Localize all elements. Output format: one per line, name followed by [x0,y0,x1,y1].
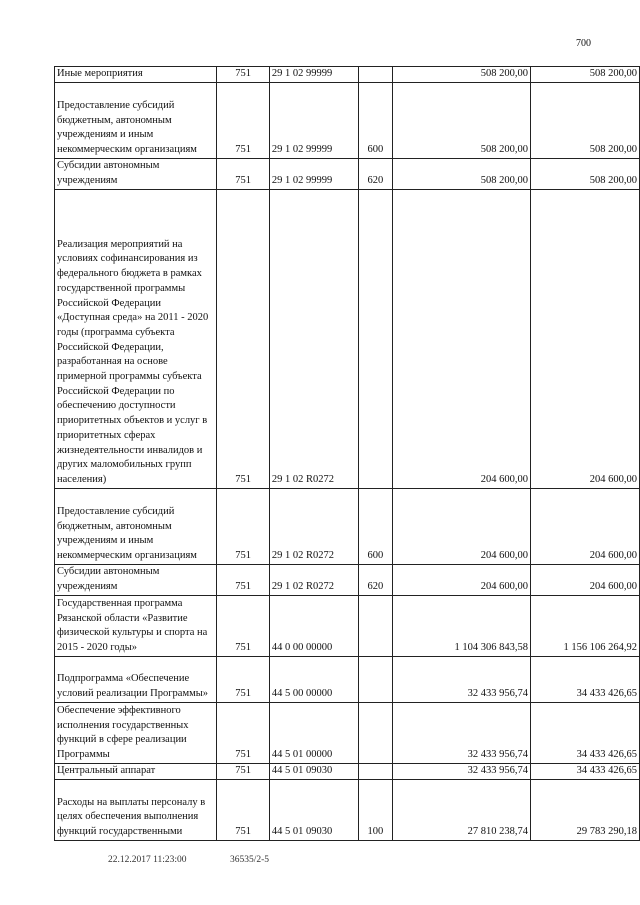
cell-name: Иные мероприятия [55,67,217,83]
cell-value-2: 508 200,00 [530,158,639,189]
cell-value-2: 29 783 290,18 [530,779,639,840]
cell-code: 44 5 00 00000 [269,656,358,702]
table-row [55,189,640,488]
cell-name: Предоставление субсидий бюджетным, автономным учреждениям и иным некоммерческим организациям [55,82,217,158]
table-row [55,67,640,83]
cell-value-1: 508 200,00 [393,82,531,158]
cell-type: 100 [358,779,392,840]
table-row [55,656,640,702]
cell-value-2: 34 433 426,65 [530,763,639,779]
cell-org: 751 [217,702,270,763]
cell-value-2: 204 600,00 [530,488,639,564]
cell-type [358,763,392,779]
table-row [55,595,640,656]
cell-org: 751 [217,158,270,189]
cell-code: 29 1 02 R0272 [269,189,358,488]
cell-org: 751 [217,656,270,702]
cell-value-2: 34 433 426,65 [530,702,639,763]
cell-type: 620 [358,564,392,595]
table-row [55,158,640,189]
cell-value-2: 508 200,00 [530,67,639,83]
cell-org: 751 [217,67,270,83]
cell-value-2: 1 156 106 264,92 [530,595,639,656]
cell-value-1: 508 200,00 [393,158,531,189]
cell-type [358,656,392,702]
cell-value-2: 34 433 426,65 [530,656,639,702]
cell-name: Реализация мероприятий на условиях софинансирования из федерального бюджета в рамках государственной программы Российской Федерации «Доступная среда» на 2011 - 2020 годы (программа субъекта Российской Федерации, разработанная на основе примерной программы субъекта Российской Федерации по обеспечению доступности приоритетных объектов и услуг в приоритетных сферах жизнедеятельности инвалидов и других маломобильных групп населения) [55,189,217,488]
cell-code: 44 5 01 09030 [269,779,358,840]
cell-value-2: 508 200,00 [530,82,639,158]
cell-org: 751 [217,564,270,595]
cell-value-1: 204 600,00 [393,564,531,595]
cell-type: 620 [358,158,392,189]
cell-name: Расходы на выплаты персоналу в целях обеспечения выполнения функций государственными [55,779,217,840]
cell-value-1: 32 433 956,74 [393,656,531,702]
cell-name: Субсидии автономным учреждениям [55,564,217,595]
cell-name: Подпрограмма «Обеспечение условий реализации Программы» [55,656,217,702]
cell-value-1: 204 600,00 [393,189,531,488]
cell-value-1: 27 810 238,74 [393,779,531,840]
cell-type: 600 [358,82,392,158]
footer-document-id: 36535/2-5 [230,855,270,865]
table-row [55,82,640,158]
cell-value-1: 204 600,00 [393,488,531,564]
cell-code: 29 1 02 R0272 [269,564,358,595]
cell-name: Государственная программа Рязанской области «Развитие физической культуры и спорта на 2015 - 2020 годы» [55,595,217,656]
cell-type [358,189,392,488]
cell-value-1: 32 433 956,74 [393,763,531,779]
cell-value-1: 508 200,00 [393,67,531,83]
cell-code: 29 1 02 R0272 [269,488,358,564]
cell-org: 751 [217,763,270,779]
cell-code: 44 0 00 00000 [269,595,358,656]
cell-value-2: 204 600,00 [530,564,639,595]
table-row [55,779,640,840]
cell-org: 751 [217,488,270,564]
cell-org: 751 [217,82,270,158]
cell-value-1: 32 433 956,74 [393,702,531,763]
cell-name: Предоставление субсидий бюджетным, автономным учреждениям и иным некоммерческим организациям [55,488,217,564]
cell-name: Обеспечение эффективного исполнения государственных функций в сфере реализации Программы [55,702,217,763]
cell-value-1: 1 104 306 843,58 [393,595,531,656]
cell-org: 751 [217,779,270,840]
budget-table [54,66,640,841]
cell-type [358,67,392,83]
cell-name: Центральный аппарат [55,763,217,779]
cell-code: 29 1 02 99999 [269,82,358,158]
cell-type [358,702,392,763]
cell-type: 600 [358,488,392,564]
page-number: 700 [576,38,591,49]
table-row [55,702,640,763]
table-row [55,564,640,595]
cell-name: Субсидии автономным учреждениям [55,158,217,189]
footer-timestamp: 22.12.2017 11:23:00 [108,855,187,865]
cell-value-2: 204 600,00 [530,189,639,488]
cell-org: 751 [217,189,270,488]
cell-code: 44 5 01 00000 [269,702,358,763]
table-row [55,763,640,779]
cell-org: 751 [217,595,270,656]
cell-code: 29 1 02 99999 [269,67,358,83]
cell-type [358,595,392,656]
cell-code: 44 5 01 09030 [269,763,358,779]
cell-code: 29 1 02 99999 [269,158,358,189]
table-row [55,488,640,564]
